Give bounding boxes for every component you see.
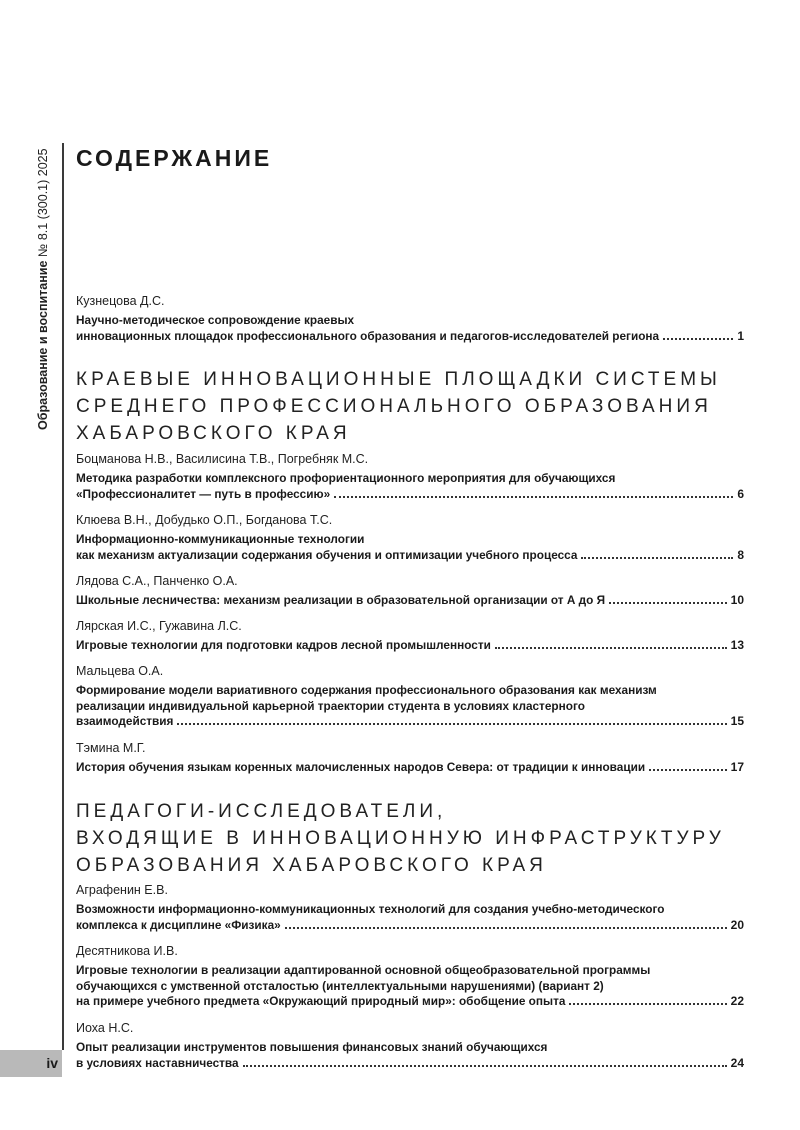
entry-author: Лядова С.А., Панченко О.А. [76,574,238,588]
entry-title: История обучения языкам коренных малочисленных народов Севера: от традиции к инновации 17 [76,760,744,774]
entry-author: Клюева В.Н., Добудько О.П., Богданова Т.С. [76,513,333,527]
entry-page: 20 [730,917,744,932]
toc-entry[interactable] [76,512,744,563]
toc-entry[interactable] [76,293,744,344]
entry-author: Мальцева О.А. [76,664,164,678]
journal-name: Образование и воспитание [36,260,50,430]
entry-author: Иоха Н.С. [76,1021,134,1035]
entry-page: 24 [730,1055,744,1070]
entry-title: Формирование модели вариативного содержания профессионального образования как механизм реализации индивидуальной карьерной траектории студента в условиях кластерного взаимодействия 15 [76,683,744,728]
entry-author: Боцманова Н.В., Василисина Т.В., Погребняк М.С. [76,452,369,466]
entry-title: Игровые технологии для подготовки кадров лесной промышленности 13 [76,638,744,652]
toc-entry[interactable] [76,943,744,1010]
entry-title: Методика разработки комплексного профориентационного мероприятия для обучающихся «Профессионалитет — путь в профессию» 6 [76,471,744,501]
entry-author: Кузнецова Д.С. [76,294,165,308]
vertical-divider [62,143,64,1050]
toc-entry[interactable] [76,882,744,933]
entry-title: Опыт реализации инструментов повышения финансовых знаний обучающихся в условиях наставничества 24 [76,1040,744,1070]
section-heading-1: КРАЕВЫЕ ИННОВАЦИОННЫЕ ПЛОЩАДКИ СИСТЕМЫ СРЕДНЕГО ПРОФЕССИОНАЛЬНОГО ОБРАЗОВАНИЯ ХАБАРОВСКОГО КРАЯ [76,369,721,444]
entry-title: Школьные лесничества: механизм реализации в образовательной организации от А до Я 10 [76,593,744,607]
toc-entry[interactable] [76,663,744,730]
toc-entry[interactable] [76,618,744,654]
toc-entry[interactable] [76,573,744,609]
entry-page: 13 [730,638,744,652]
entry-page: 10 [730,593,744,607]
entry-title: Информационно-коммуникационные технологии как механизм актуализации содержания обучения и оптимизации учебного процесса 8 [76,532,744,562]
page-title: СОДЕРЖАНИЕ [76,145,273,171]
entry-page: 1 [737,328,744,343]
toc-entry[interactable] [76,1020,744,1071]
entry-page: 22 [730,994,744,1008]
entry-author: Лярская И.С., Гужавина Л.С. [76,619,242,633]
journal-issue: № 8.1 (300.1) 2025 [36,148,50,258]
entry-page: 15 [730,714,744,728]
entry-page: 6 [737,486,744,501]
page-number: iv [0,1050,62,1077]
journal-running-title [36,148,50,430]
entry-page: 8 [737,547,744,562]
toc-entry[interactable] [76,740,744,776]
entry-author: Аграфенин Е.В. [76,883,168,897]
toc-entry[interactable] [76,451,744,502]
entry-page: 17 [730,760,744,774]
entry-author: Десятникова И.В. [76,944,178,958]
section-heading-2: ПЕДАГОГИ-ИССЛЕДОВАТЕЛИ, ВХОДЯЩИЕ В ИННОВАЦИОННУЮ ИНФРАСТРУКТУРУ ОБРАЗОВАНИЯ ХАБАРОВСКОГО КРАЯ [76,801,725,876]
entry-author: Тэмина М.Г. [76,741,146,755]
entry-title: Возможности информационно-коммуникационных технологий для создания учебно-методического комплекса к дисциплине «Физика» 20 [76,902,744,932]
sidebar [0,0,60,1130]
entry-title: Игровые технологии в реализации адаптированной основной общеобразовательной программы обучающихся с умственной отсталостью (интеллектуальными нарушениями) (вариант 2) на примере учебного предмета «Окружающий природный мир»: обобщение опыта 22 [76,963,744,1008]
entry-title: Научно-методическое сопровождение краевых инновационных площадок профессионального образования и педагогов-исследователей региона 1 [76,313,744,343]
